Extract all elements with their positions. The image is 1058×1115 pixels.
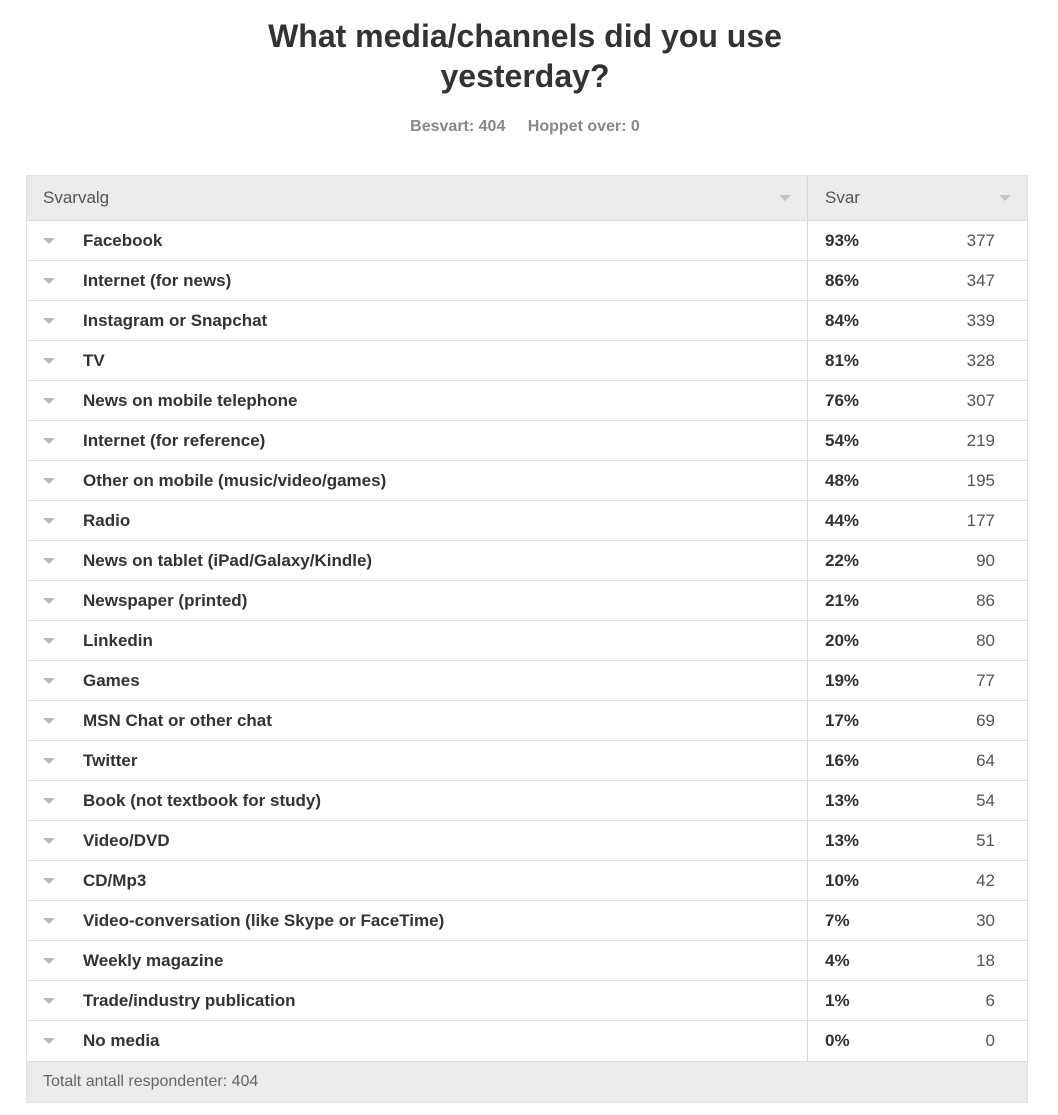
choice-label: Internet (for news) xyxy=(83,270,232,290)
percent-cell: 4% xyxy=(825,950,850,970)
column-header-choice[interactable] xyxy=(27,176,808,220)
choice-label: Linkedin xyxy=(83,630,153,650)
percent-cell: 22% xyxy=(825,550,860,570)
expand-caret-icon[interactable] xyxy=(43,958,55,964)
choice-label: Newspaper (printed) xyxy=(83,590,248,610)
choice-label: No media xyxy=(83,1031,160,1050)
expand-caret-icon[interactable] xyxy=(43,878,55,884)
choice-cell xyxy=(27,661,808,700)
expand-caret-icon[interactable] xyxy=(43,358,55,364)
count-cell: 30 xyxy=(976,910,995,930)
choice-label: Facebook xyxy=(83,230,163,250)
choice-cell xyxy=(27,341,808,380)
percent-cell: 54% xyxy=(825,430,860,450)
choice-label: News on tablet (iPad/Galaxy/Kindle) xyxy=(83,550,373,570)
expand-caret-icon[interactable] xyxy=(43,998,55,1004)
choice-label: Weekly magazine xyxy=(83,950,224,970)
table-row xyxy=(27,541,1027,581)
choice-label: TV xyxy=(83,350,105,370)
choice-label: Other on mobile (music/video/games) xyxy=(83,470,387,490)
percent-cell: 86% xyxy=(825,270,860,290)
table-row xyxy=(27,381,1027,421)
table-body xyxy=(27,221,1027,1061)
column-header-answers[interactable] xyxy=(808,176,1027,220)
percent-cell: 13% xyxy=(825,830,860,850)
count-cell: 219 xyxy=(966,430,995,450)
sort-answers-caret-icon[interactable] xyxy=(999,195,1011,201)
count-cell: 64 xyxy=(976,750,995,770)
expand-caret-icon[interactable] xyxy=(43,1038,55,1044)
count-cell: 51 xyxy=(976,830,995,850)
choice-label: Video/DVD xyxy=(83,830,170,850)
choice-cell xyxy=(27,701,808,740)
choice-cell xyxy=(27,501,808,540)
table-row xyxy=(27,661,1027,701)
choice-cell xyxy=(27,261,808,300)
choice-cell xyxy=(27,301,808,340)
expand-caret-icon[interactable] xyxy=(43,478,55,484)
expand-caret-icon[interactable] xyxy=(43,318,55,324)
choice-label: Instagram or Snapchat xyxy=(83,310,268,330)
count-cell: 307 xyxy=(966,390,995,410)
expand-caret-icon[interactable] xyxy=(43,398,55,404)
expand-caret-icon[interactable] xyxy=(43,598,55,604)
table-row xyxy=(27,501,1027,541)
column-header-choice-label: Svarvalg xyxy=(43,188,110,207)
table-row xyxy=(27,301,1027,341)
percent-cell: 0% xyxy=(825,1031,850,1050)
choice-label: MSN Chat or other chat xyxy=(83,710,272,730)
percent-cell: 84% xyxy=(825,310,860,330)
choice-cell xyxy=(27,781,808,820)
expand-caret-icon[interactable] xyxy=(43,918,55,924)
choice-cell xyxy=(27,421,808,460)
choice-cell xyxy=(27,581,808,620)
question-title xyxy=(0,16,1050,96)
question-title-line-2: yesterday? xyxy=(440,58,610,94)
expand-caret-icon[interactable] xyxy=(43,838,55,844)
table-row xyxy=(27,901,1027,941)
expand-caret-icon[interactable] xyxy=(43,518,55,524)
table-row xyxy=(27,1021,1027,1061)
percent-cell: 10% xyxy=(825,870,860,890)
table-row xyxy=(27,781,1027,821)
count-cell: 18 xyxy=(976,950,995,970)
expand-caret-icon[interactable] xyxy=(43,638,55,644)
count-cell: 77 xyxy=(976,670,995,690)
choice-cell xyxy=(27,861,808,900)
count-cell: 86 xyxy=(976,590,995,610)
results-table xyxy=(26,175,1028,1103)
expand-caret-icon[interactable] xyxy=(43,798,55,804)
table-row xyxy=(27,741,1027,781)
table-row xyxy=(27,821,1027,861)
count-cell: 42 xyxy=(976,870,995,890)
choice-label: Book (not textbook for study) xyxy=(83,790,321,810)
choice-cell xyxy=(27,941,808,980)
skipped-count: Hoppet over: 0 xyxy=(527,118,640,135)
percent-cell: 93% xyxy=(825,230,860,250)
count-cell: 377 xyxy=(966,230,995,250)
choice-cell xyxy=(27,981,808,1020)
expand-caret-icon[interactable] xyxy=(43,718,55,724)
table-row xyxy=(27,261,1027,301)
table-row xyxy=(27,981,1027,1021)
choice-cell xyxy=(27,901,808,940)
question-title-line-1: What media/channels did you use xyxy=(268,18,782,54)
percent-cell: 19% xyxy=(825,670,860,690)
choice-cell xyxy=(27,1021,808,1061)
count-cell: 54 xyxy=(976,790,995,810)
choice-label: Games xyxy=(83,670,140,690)
count-cell: 69 xyxy=(976,710,995,730)
response-summary xyxy=(0,118,1050,136)
table-row xyxy=(27,221,1027,261)
table-row xyxy=(27,621,1027,661)
count-cell: 195 xyxy=(966,470,995,490)
percent-cell: 81% xyxy=(825,350,860,370)
percent-cell: 16% xyxy=(825,750,860,770)
choice-cell xyxy=(27,741,808,780)
table-footer-total-respondents: Totalt antall respondenter: 404 xyxy=(27,1061,1027,1102)
count-cell: 339 xyxy=(966,310,995,330)
table-row xyxy=(27,461,1027,501)
expand-caret-icon[interactable] xyxy=(43,678,55,684)
count-cell: 328 xyxy=(966,350,995,370)
choice-cell xyxy=(27,821,808,860)
table-row xyxy=(27,861,1027,901)
count-cell: 80 xyxy=(976,630,995,650)
count-cell: 6 xyxy=(985,990,995,1010)
percent-cell: 17% xyxy=(825,710,860,730)
choice-label: Internet (for reference) xyxy=(83,430,266,450)
count-cell: 90 xyxy=(976,550,995,570)
count-cell: 177 xyxy=(966,510,995,530)
table-row xyxy=(27,581,1027,621)
expand-caret-icon[interactable] xyxy=(43,758,55,764)
table-row xyxy=(27,341,1027,381)
choice-label: News on mobile telephone xyxy=(83,390,298,410)
table-row xyxy=(27,421,1027,461)
table-header xyxy=(27,176,1027,221)
table-row xyxy=(27,701,1027,741)
choice-cell xyxy=(27,621,808,660)
choice-label: Radio xyxy=(83,510,131,530)
sort-choice-caret-icon[interactable] xyxy=(779,195,791,201)
choice-cell xyxy=(27,381,808,420)
choice-label: CD/Mp3 xyxy=(83,870,147,890)
percent-cell: 7% xyxy=(825,910,850,930)
percent-cell: 44% xyxy=(825,510,860,530)
choice-label: Trade/industry publication xyxy=(83,990,296,1010)
expand-caret-icon[interactable] xyxy=(43,438,55,444)
percent-cell: 21% xyxy=(825,590,860,610)
expand-caret-icon[interactable] xyxy=(43,558,55,564)
choice-label: Video-conversation (like Skype or FaceTime) xyxy=(83,910,445,930)
choice-cell xyxy=(27,541,808,580)
percent-cell: 20% xyxy=(825,630,860,650)
percent-cell: 48% xyxy=(825,470,860,490)
choice-label: Twitter xyxy=(83,750,138,770)
count-cell: 347 xyxy=(966,270,995,290)
percent-cell: 13% xyxy=(825,790,860,810)
percent-cell: 76% xyxy=(825,390,860,410)
expand-caret-icon[interactable] xyxy=(43,278,55,284)
table-row xyxy=(27,941,1027,981)
answered-count: Besvart: 404 xyxy=(410,118,506,135)
choice-cell xyxy=(27,461,808,500)
percent-cell: 1% xyxy=(825,990,850,1010)
expand-caret-icon[interactable] xyxy=(43,238,55,244)
choice-cell xyxy=(27,221,808,260)
column-header-answers-label: Svar xyxy=(825,188,860,207)
count-cell: 0 xyxy=(985,1031,995,1050)
